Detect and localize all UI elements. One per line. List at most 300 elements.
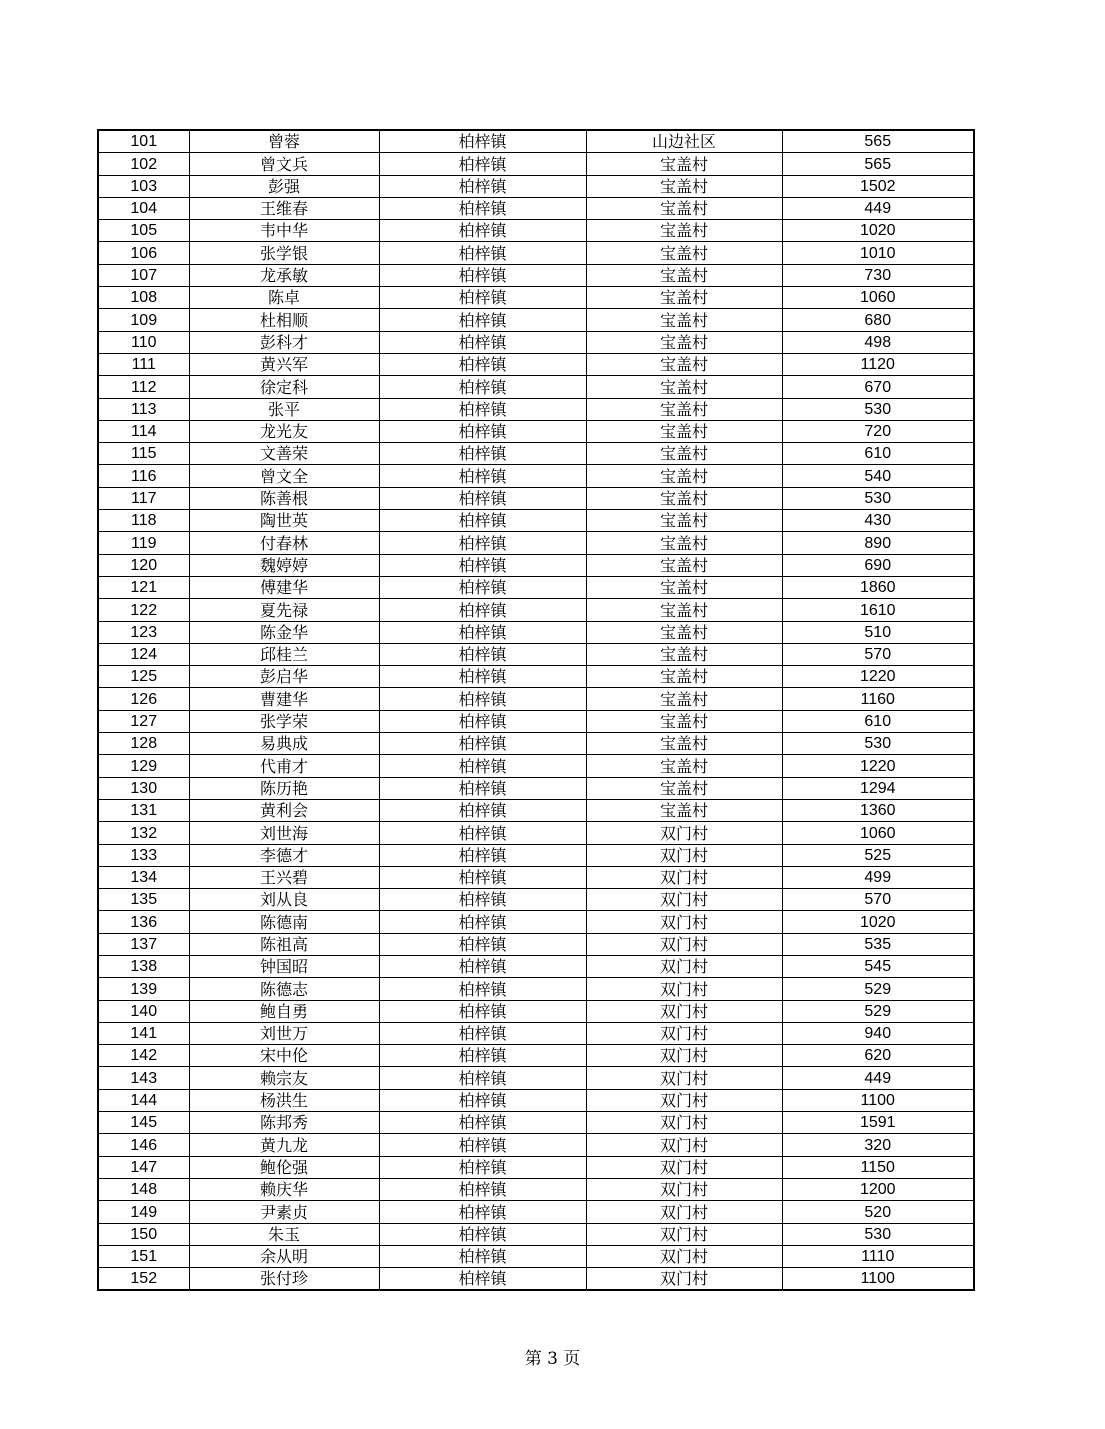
- amount-cell: 730: [782, 264, 974, 286]
- row-number-cell: 129: [98, 755, 189, 777]
- table-row: [98, 1067, 974, 1089]
- village-cell: 双门村: [586, 955, 782, 977]
- table-row: [98, 599, 974, 621]
- amount-cell: 540: [782, 465, 974, 487]
- name-cell: 陈历艳: [189, 777, 379, 799]
- name-cell: 尹素贞: [189, 1201, 379, 1223]
- amount-cell: 529: [782, 1000, 974, 1022]
- amount-cell: 720: [782, 420, 974, 442]
- town-cell: 柏梓镇: [379, 777, 586, 799]
- town-cell: 柏梓镇: [379, 242, 586, 264]
- village-cell: 宝盖村: [586, 733, 782, 755]
- town-cell: 柏梓镇: [379, 755, 586, 777]
- table-row: [98, 688, 974, 710]
- amount-cell: 1294: [782, 777, 974, 799]
- town-cell: 柏梓镇: [379, 978, 586, 1000]
- town-cell: 柏梓镇: [379, 643, 586, 665]
- amount-cell: 430: [782, 510, 974, 532]
- name-cell: 赖宗友: [189, 1067, 379, 1089]
- village-cell: 宝盖村: [586, 398, 782, 420]
- amount-cell: 940: [782, 1022, 974, 1044]
- row-number-cell: 123: [98, 621, 189, 643]
- row-number-cell: 136: [98, 911, 189, 933]
- row-number-cell: 106: [98, 242, 189, 264]
- town-cell: 柏梓镇: [379, 153, 586, 175]
- town-cell: 柏梓镇: [379, 822, 586, 844]
- village-cell: 宝盖村: [586, 153, 782, 175]
- village-cell: 双门村: [586, 1223, 782, 1245]
- row-number-cell: 102: [98, 153, 189, 175]
- village-cell: 宝盖村: [586, 443, 782, 465]
- table-row: [98, 955, 974, 977]
- village-cell: 宝盖村: [586, 755, 782, 777]
- town-cell: 柏梓镇: [379, 443, 586, 465]
- table-row: [98, 1134, 974, 1156]
- name-cell: 张付珍: [189, 1268, 379, 1291]
- amount-cell: 1010: [782, 242, 974, 264]
- table-row: [98, 1245, 974, 1267]
- name-cell: 张平: [189, 398, 379, 420]
- village-cell: 宝盖村: [586, 175, 782, 197]
- name-cell: 陈祖高: [189, 933, 379, 955]
- name-cell: 曾文全: [189, 465, 379, 487]
- table-row: [98, 287, 974, 309]
- table-row: [98, 309, 974, 331]
- amount-cell: 535: [782, 933, 974, 955]
- table-row: [98, 532, 974, 554]
- name-cell: 杨洪生: [189, 1089, 379, 1111]
- town-cell: 柏梓镇: [379, 1268, 586, 1291]
- town-cell: 柏梓镇: [379, 331, 586, 353]
- village-cell: 双门村: [586, 844, 782, 866]
- town-cell: 柏梓镇: [379, 309, 586, 331]
- village-cell: 宝盖村: [586, 331, 782, 353]
- row-number-cell: 103: [98, 175, 189, 197]
- name-cell: 黄利会: [189, 799, 379, 821]
- town-cell: 柏梓镇: [379, 799, 586, 821]
- village-cell: 宝盖村: [586, 264, 782, 286]
- row-number-cell: 118: [98, 510, 189, 532]
- row-number-cell: 152: [98, 1268, 189, 1291]
- town-cell: 柏梓镇: [379, 532, 586, 554]
- amount-cell: 620: [782, 1045, 974, 1067]
- amount-cell: 610: [782, 710, 974, 732]
- amount-cell: 1502: [782, 175, 974, 197]
- table-row: [98, 331, 974, 353]
- town-cell: 柏梓镇: [379, 353, 586, 375]
- town-cell: 柏梓镇: [379, 1245, 586, 1267]
- village-cell: 双门村: [586, 1089, 782, 1111]
- name-cell: 陈邦秀: [189, 1112, 379, 1134]
- name-cell: 龙承敏: [189, 264, 379, 286]
- name-cell: 王维春: [189, 197, 379, 219]
- row-number-cell: 142: [98, 1045, 189, 1067]
- village-cell: 双门村: [586, 1201, 782, 1223]
- town-cell: 柏梓镇: [379, 1201, 586, 1223]
- roster-table-body: [98, 130, 974, 1290]
- row-number-cell: 108: [98, 287, 189, 309]
- amount-cell: 890: [782, 532, 974, 554]
- table-row: [98, 911, 974, 933]
- name-cell: 陈卓: [189, 287, 379, 309]
- amount-cell: 1100: [782, 1268, 974, 1291]
- name-cell: 鲍自勇: [189, 1000, 379, 1022]
- row-number-cell: 125: [98, 666, 189, 688]
- village-cell: 宝盖村: [586, 777, 782, 799]
- table-row: [98, 242, 974, 264]
- row-number-cell: 140: [98, 1000, 189, 1022]
- name-cell: 张学银: [189, 242, 379, 264]
- town-cell: 柏梓镇: [379, 1000, 586, 1022]
- village-cell: 双门村: [586, 978, 782, 1000]
- table-row: [98, 733, 974, 755]
- row-number-cell: 139: [98, 978, 189, 1000]
- table-row: [98, 1089, 974, 1111]
- village-cell: 双门村: [586, 1156, 782, 1178]
- town-cell: 柏梓镇: [379, 1178, 586, 1200]
- town-cell: 柏梓镇: [379, 911, 586, 933]
- village-cell: 宝盖村: [586, 621, 782, 643]
- table-row: [98, 933, 974, 955]
- village-cell: 双门村: [586, 1134, 782, 1156]
- town-cell: 柏梓镇: [379, 420, 586, 442]
- row-number-cell: 110: [98, 331, 189, 353]
- table-row: [98, 175, 974, 197]
- table-row: [98, 978, 974, 1000]
- village-cell: 双门村: [586, 889, 782, 911]
- page-number: 第 3 页: [524, 1349, 581, 1369]
- table-row: [98, 866, 974, 888]
- row-number-cell: 105: [98, 220, 189, 242]
- town-cell: 柏梓镇: [379, 1134, 586, 1156]
- town-cell: 柏梓镇: [379, 733, 586, 755]
- amount-cell: 1860: [782, 576, 974, 598]
- name-cell: 彭启华: [189, 666, 379, 688]
- amount-cell: 530: [782, 487, 974, 509]
- name-cell: 曾蓉: [189, 130, 379, 153]
- village-cell: 双门村: [586, 1178, 782, 1200]
- name-cell: 曾文兵: [189, 153, 379, 175]
- amount-cell: 530: [782, 1223, 974, 1245]
- name-cell: 黄兴军: [189, 353, 379, 375]
- amount-cell: 545: [782, 955, 974, 977]
- table-row: [98, 1156, 974, 1178]
- village-cell: 双门村: [586, 1000, 782, 1022]
- name-cell: 李德才: [189, 844, 379, 866]
- amount-cell: 1020: [782, 220, 974, 242]
- name-cell: 刘世海: [189, 822, 379, 844]
- table-row: [98, 621, 974, 643]
- name-cell: 易典成: [189, 733, 379, 755]
- table-row: [98, 130, 974, 153]
- name-cell: 朱玉: [189, 1223, 379, 1245]
- row-number-cell: 144: [98, 1089, 189, 1111]
- town-cell: 柏梓镇: [379, 197, 586, 219]
- table-row: [98, 844, 974, 866]
- name-cell: 龙光友: [189, 420, 379, 442]
- village-cell: 山边社区: [586, 130, 782, 153]
- town-cell: 柏梓镇: [379, 398, 586, 420]
- table-row: [98, 554, 974, 576]
- table-row: [98, 643, 974, 665]
- roster-table: [97, 129, 975, 1291]
- table-row: [98, 1045, 974, 1067]
- amount-cell: 680: [782, 309, 974, 331]
- amount-cell: 1591: [782, 1112, 974, 1134]
- amount-cell: 1610: [782, 599, 974, 621]
- village-cell: 宝盖村: [586, 710, 782, 732]
- amount-cell: 510: [782, 621, 974, 643]
- town-cell: 柏梓镇: [379, 1156, 586, 1178]
- row-number-cell: 132: [98, 822, 189, 844]
- name-cell: 余从明: [189, 1245, 379, 1267]
- table-row: [98, 1201, 974, 1223]
- amount-cell: 570: [782, 643, 974, 665]
- name-cell: 彭科才: [189, 331, 379, 353]
- table-row: [98, 420, 974, 442]
- row-number-cell: 135: [98, 889, 189, 911]
- town-cell: 柏梓镇: [379, 844, 586, 866]
- row-number-cell: 134: [98, 866, 189, 888]
- table-row: [98, 376, 974, 398]
- amount-cell: 1360: [782, 799, 974, 821]
- town-cell: 柏梓镇: [379, 889, 586, 911]
- village-cell: 宝盖村: [586, 532, 782, 554]
- village-cell: 双门村: [586, 822, 782, 844]
- amount-cell: 1110: [782, 1245, 974, 1267]
- amount-cell: 570: [782, 889, 974, 911]
- row-number-cell: 143: [98, 1067, 189, 1089]
- amount-cell: 1100: [782, 1089, 974, 1111]
- village-cell: 双门村: [586, 1022, 782, 1044]
- row-number-cell: 116: [98, 465, 189, 487]
- amount-cell: 1160: [782, 688, 974, 710]
- table-row: [98, 710, 974, 732]
- village-cell: 双门村: [586, 866, 782, 888]
- row-number-cell: 101: [98, 130, 189, 153]
- name-cell: 邱桂兰: [189, 643, 379, 665]
- amount-cell: 529: [782, 978, 974, 1000]
- village-cell: 双门村: [586, 1268, 782, 1291]
- town-cell: 柏梓镇: [379, 376, 586, 398]
- row-number-cell: 111: [98, 353, 189, 375]
- name-cell: 陈金华: [189, 621, 379, 643]
- amount-cell: 449: [782, 197, 974, 219]
- row-number-cell: 115: [98, 443, 189, 465]
- village-cell: 宝盖村: [586, 376, 782, 398]
- town-cell: 柏梓镇: [379, 955, 586, 977]
- village-cell: 宝盖村: [586, 420, 782, 442]
- row-number-cell: 128: [98, 733, 189, 755]
- town-cell: 柏梓镇: [379, 465, 586, 487]
- name-cell: 傅建华: [189, 576, 379, 598]
- name-cell: 陶世英: [189, 510, 379, 532]
- row-number-cell: 146: [98, 1134, 189, 1156]
- name-cell: 刘世万: [189, 1022, 379, 1044]
- table-row: [98, 1000, 974, 1022]
- amount-cell: 1200: [782, 1178, 974, 1200]
- table-row: [98, 443, 974, 465]
- amount-cell: 1120: [782, 353, 974, 375]
- name-cell: 黄九龙: [189, 1134, 379, 1156]
- town-cell: 柏梓镇: [379, 1223, 586, 1245]
- amount-cell: 1060: [782, 287, 974, 309]
- village-cell: 双门村: [586, 1045, 782, 1067]
- row-number-cell: 112: [98, 376, 189, 398]
- town-cell: 柏梓镇: [379, 576, 586, 598]
- table-row: [98, 799, 974, 821]
- row-number-cell: 104: [98, 197, 189, 219]
- town-cell: 柏梓镇: [379, 510, 586, 532]
- village-cell: 双门村: [586, 1067, 782, 1089]
- village-cell: 宝盖村: [586, 197, 782, 219]
- row-number-cell: 121: [98, 576, 189, 598]
- village-cell: 宝盖村: [586, 220, 782, 242]
- name-cell: 韦中华: [189, 220, 379, 242]
- village-cell: 宝盖村: [586, 688, 782, 710]
- amount-cell: 1060: [782, 822, 974, 844]
- row-number-cell: 113: [98, 398, 189, 420]
- village-cell: 双门村: [586, 911, 782, 933]
- amount-cell: 1220: [782, 755, 974, 777]
- table-row: [98, 487, 974, 509]
- amount-cell: 499: [782, 866, 974, 888]
- row-number-cell: 141: [98, 1022, 189, 1044]
- name-cell: 文善荣: [189, 443, 379, 465]
- town-cell: 柏梓镇: [379, 1022, 586, 1044]
- name-cell: 王兴碧: [189, 866, 379, 888]
- name-cell: 魏婷婷: [189, 554, 379, 576]
- name-cell: 陈德志: [189, 978, 379, 1000]
- name-cell: 钟国昭: [189, 955, 379, 977]
- row-number-cell: 126: [98, 688, 189, 710]
- town-cell: 柏梓镇: [379, 666, 586, 688]
- town-cell: 柏梓镇: [379, 264, 586, 286]
- row-number-cell: 119: [98, 532, 189, 554]
- name-cell: 代甫才: [189, 755, 379, 777]
- village-cell: 宝盖村: [586, 242, 782, 264]
- amount-cell: 498: [782, 331, 974, 353]
- amount-cell: 1020: [782, 911, 974, 933]
- village-cell: 宝盖村: [586, 643, 782, 665]
- village-cell: 双门村: [586, 1112, 782, 1134]
- amount-cell: 525: [782, 844, 974, 866]
- name-cell: 刘从良: [189, 889, 379, 911]
- amount-cell: 449: [782, 1067, 974, 1089]
- table-row: [98, 576, 974, 598]
- town-cell: 柏梓镇: [379, 554, 586, 576]
- table-row: [98, 465, 974, 487]
- row-number-cell: 149: [98, 1201, 189, 1223]
- town-cell: 柏梓镇: [379, 621, 586, 643]
- table-row: [98, 153, 974, 175]
- village-cell: 宝盖村: [586, 510, 782, 532]
- amount-cell: 670: [782, 376, 974, 398]
- row-number-cell: 147: [98, 1156, 189, 1178]
- table-row: [98, 1022, 974, 1044]
- row-number-cell: 131: [98, 799, 189, 821]
- village-cell: 宝盖村: [586, 599, 782, 621]
- row-number-cell: 124: [98, 643, 189, 665]
- town-cell: 柏梓镇: [379, 220, 586, 242]
- village-cell: 宝盖村: [586, 666, 782, 688]
- town-cell: 柏梓镇: [379, 710, 586, 732]
- row-number-cell: 137: [98, 933, 189, 955]
- name-cell: 付春林: [189, 532, 379, 554]
- village-cell: 宝盖村: [586, 576, 782, 598]
- village-cell: 宝盖村: [586, 353, 782, 375]
- name-cell: 张学荣: [189, 710, 379, 732]
- village-cell: 宝盖村: [586, 465, 782, 487]
- village-cell: 宝盖村: [586, 799, 782, 821]
- table-row: [98, 197, 974, 219]
- table-row: [98, 353, 974, 375]
- name-cell: 宋中伦: [189, 1045, 379, 1067]
- town-cell: 柏梓镇: [379, 1067, 586, 1089]
- table-row: [98, 777, 974, 799]
- row-number-cell: 122: [98, 599, 189, 621]
- village-cell: 双门村: [586, 933, 782, 955]
- row-number-cell: 145: [98, 1112, 189, 1134]
- table-row: [98, 1112, 974, 1134]
- table-row: [98, 755, 974, 777]
- table-row: [98, 1223, 974, 1245]
- table-row: [98, 822, 974, 844]
- village-cell: 宝盖村: [586, 309, 782, 331]
- village-cell: 双门村: [586, 1245, 782, 1267]
- table-row: [98, 510, 974, 532]
- name-cell: 曹建华: [189, 688, 379, 710]
- row-number-cell: 120: [98, 554, 189, 576]
- town-cell: 柏梓镇: [379, 1112, 586, 1134]
- table-row: [98, 264, 974, 286]
- town-cell: 柏梓镇: [379, 688, 586, 710]
- row-number-cell: 148: [98, 1178, 189, 1200]
- row-number-cell: 133: [98, 844, 189, 866]
- name-cell: 鲍伦强: [189, 1156, 379, 1178]
- table-row: [98, 398, 974, 420]
- row-number-cell: 127: [98, 710, 189, 732]
- name-cell: 陈善根: [189, 487, 379, 509]
- amount-cell: 530: [782, 398, 974, 420]
- amount-cell: 530: [782, 733, 974, 755]
- row-number-cell: 117: [98, 487, 189, 509]
- town-cell: 柏梓镇: [379, 599, 586, 621]
- table-row: [98, 889, 974, 911]
- table-row: [98, 1178, 974, 1200]
- name-cell: 陈德南: [189, 911, 379, 933]
- town-cell: 柏梓镇: [379, 175, 586, 197]
- name-cell: 杜相顺: [189, 309, 379, 331]
- amount-cell: 320: [782, 1134, 974, 1156]
- amount-cell: 1220: [782, 666, 974, 688]
- row-number-cell: 138: [98, 955, 189, 977]
- town-cell: 柏梓镇: [379, 487, 586, 509]
- town-cell: 柏梓镇: [379, 130, 586, 153]
- row-number-cell: 109: [98, 309, 189, 331]
- row-number-cell: 150: [98, 1223, 189, 1245]
- amount-cell: 690: [782, 554, 974, 576]
- town-cell: 柏梓镇: [379, 1089, 586, 1111]
- name-cell: 彭强: [189, 175, 379, 197]
- row-number-cell: 107: [98, 264, 189, 286]
- table-row: [98, 666, 974, 688]
- village-cell: 宝盖村: [586, 487, 782, 509]
- row-number-cell: 151: [98, 1245, 189, 1267]
- name-cell: 赖庆华: [189, 1178, 379, 1200]
- row-number-cell: 130: [98, 777, 189, 799]
- name-cell: 徐定科: [189, 376, 379, 398]
